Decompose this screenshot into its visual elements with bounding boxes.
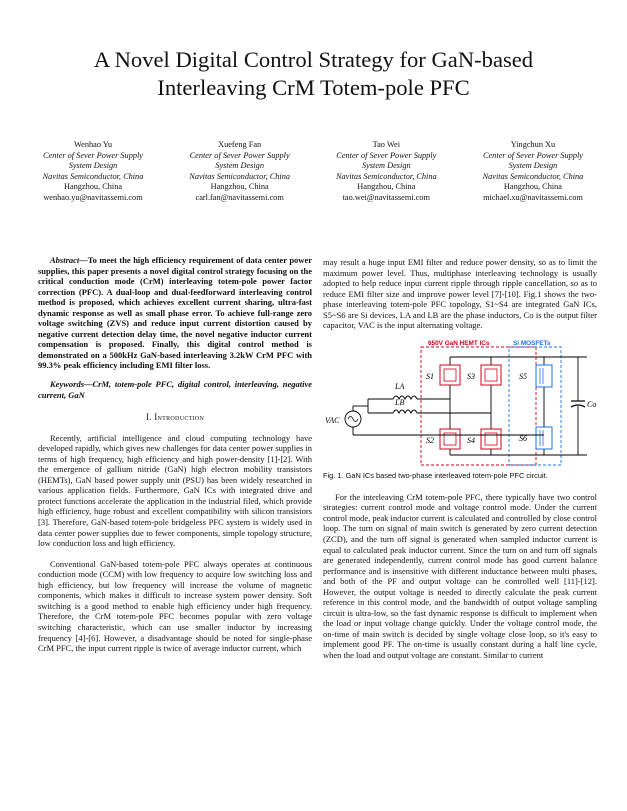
- author-org: Navitas Semiconductor, China: [335, 171, 437, 181]
- author-name: Xuefeng Fan: [218, 140, 262, 149]
- author-dept: Center of Sever Power Supply: [189, 150, 290, 160]
- author-email[interactable]: wenhao.yu@navitassemi.com: [43, 192, 143, 202]
- author-dept: Center of Sever Power Supply: [42, 150, 143, 160]
- vac-label: VAC: [325, 415, 340, 425]
- gan-group-box: [421, 347, 536, 465]
- title-line-2: Interleaving CrM Totem-pole PFC: [157, 74, 470, 100]
- s2-label: S2: [426, 435, 434, 445]
- switch-s6: [519, 427, 552, 449]
- author-email[interactable]: tao.wei@navitassemi.com: [342, 192, 430, 202]
- ac-source: [325, 406, 544, 435]
- si-label: Si MOSFETs: [513, 339, 551, 347]
- la-label: LA: [395, 381, 405, 391]
- switch-s3: [467, 365, 501, 385]
- right-column: [323, 257, 597, 661]
- intro-paragraph-2: Conventional GaN-based totem-pole PFC always operates at continuous conduction mode (CCM) with low frequency to acquire low switching loss and high efficiency, but low frequency will increase the volume of magnetic components, which makes it difficult to increase system power density. Soft switching is a good method to enable high efficiency under high frequency. Therefore, the CrM totem-pole PFC becomes popular with zero voltage switching characteristic, which can use smaller inductor by increasing frequency [4]-[6]. However, a disadvantage should be noted for single-phase CrM PFC, the input current ripple is twice of average inductor current, which: [38, 558, 312, 654]
- keywords: Keywords—CrM, totem-pole PFC, digital control, interleaving, negative current, GaN: [38, 379, 312, 400]
- s3-label: S3: [467, 371, 475, 381]
- section-heading-introduction: I. Introduction: [145, 412, 205, 423]
- author-dept: Center of Sever Power Supply: [482, 150, 583, 160]
- output-capacitor: [571, 357, 596, 455]
- author-name: Yingchun Xu: [510, 140, 556, 149]
- title-line-1: A Novel Digital Control Strategy for GaN-based: [93, 47, 534, 72]
- left-column: [38, 255, 312, 654]
- author-org: Navitas Semiconductor, China: [42, 171, 144, 181]
- author-1: [22, 140, 164, 204]
- author-group: System Design: [68, 161, 118, 171]
- author-name: Wenhao Yu: [74, 140, 112, 149]
- switch-s1: [426, 365, 460, 385]
- switch-s4: [467, 429, 501, 449]
- author-group: System Design: [508, 161, 558, 171]
- author-3: [315, 140, 457, 204]
- lb-label: LB: [395, 397, 405, 407]
- author-2: [169, 140, 311, 204]
- intro-paragraph-1: Recently, artificial intelligence and cloud computing technology have developed rapidly, which gives new challenges for data center power supplies in terms of high frequency, high efficiency and high power-density [1]-[2]. With the emergence of gallium nitride (GaN) high electron mobility transistors (HEMTs), GaN based power supply unit (PSU) has been widely researched in various application fields. Furthermore, GaN ICs with integrated drive and protect functions accelerate the application in the industrial filed, which provide high efficiency, huge robust and excellent compatibility with silicon transistors [3]. Therefore, GaN-based totem-pole bridgeless PFC system is widely used in data center power supplies due to fewer components, simple topology structure, low conduction loss and high efficiency.: [38, 432, 312, 549]
- author-city: Hangzhou, China: [210, 182, 269, 192]
- s1-label: S1: [426, 371, 434, 381]
- switch-s5: [519, 365, 552, 387]
- gan-label: 650V GaN HEMT ICs: [428, 339, 490, 347]
- s5-label: S5: [519, 371, 527, 381]
- author-city: Hangzhou, China: [357, 182, 416, 192]
- figure-1: [323, 337, 597, 469]
- inductor-la: [368, 382, 450, 399]
- author-city: Hangzhou, China: [503, 182, 562, 192]
- author-dept: Center of Sever Power Supply: [336, 150, 437, 160]
- abstract-text: —To meet the high efficiency requirement of data center power supplies, this paper presents a novel digital control strategy focusing on the critical conduction mode (CrM) interleaving totem-pole power factor correction (PFC). A dual-loop and dual-feedforward interleaving control method is proposed, which achieves excellent current sharing, ultra-fast dynamic response as well as small phase error. To achieve full-range zero voltage switching (ZVS) and reduce input current distortion caused by negative current detection delay time, the novel negative inductor current compensation is proposed. Finally, this digital control method is demonstrated on a 500kHz GaN-based interleaving 3.2kW CrM PFC with 99.3% peak efficiency including EMI filter loss.: [38, 255, 312, 371]
- s6-label: S6: [519, 433, 527, 443]
- inductor-lb: [368, 398, 491, 413]
- pfc-circuit-diagram: [323, 337, 597, 469]
- author-org: Navitas Semiconductor, China: [482, 171, 584, 181]
- s4-label: S4: [467, 435, 475, 445]
- abstract-label: Abstract: [50, 255, 80, 265]
- right-paragraph-1: may result a huge input EMI filter and reduce power density, so as to limit the maximum power level. Thus, multiphase interleaving technology is usually adopted to help reduce input current ripple through ripple cancellation, so as to reduce EMI filter size and improve power level [7]-[10]. Fig.1 shows the two-phase interleaving totem-pole PFC topology, S1~S4 are integrated GaN ICs, S5~S6 are Si devices, LA and LB are the phase inductors, Co is the output filter capacitor, VAC is the input alternating voltage.: [323, 257, 597, 331]
- si-group-box: [509, 347, 561, 465]
- author-group: System Design: [362, 161, 411, 171]
- switch-s2: [426, 429, 460, 449]
- paper-title: [0, 46, 627, 101]
- author-block: [22, 140, 604, 204]
- author-4: [462, 140, 604, 204]
- author-name: Tao Wei: [372, 140, 401, 149]
- author-city: Hangzhou, China: [63, 182, 123, 192]
- co-label: Co: [587, 399, 597, 409]
- author-email[interactable]: carl.fan@navitassemi.com: [195, 192, 284, 202]
- author-org: Navitas Semiconductor, China: [189, 171, 291, 181]
- right-paragraph-2: For the interleaving CrM totem-pole PFC, there typically have two control strategies: current control mode and voltage control mode. Under the current control mode, peak inductor current is calculated and controlled by close control loop. The turn on signal of main switch is generated by zero current detection (ZCD), and the turn off signal is generated when sampled inductor current is equal to calculated peak inductor current. Since the turn on and turn off signals are generated independently, current control mode has good current balance performance and is insensitive with different inductance between multi phases, and both of the PF and output voltage can be controlled well [11]-[12]. However, the output voltage is needed to directly calculate the peak current reference in this control mode, and the bandwidth of output voltage sampling circuit is ultra-low, so the fast dynamic response is difficult to implement when the load or input voltage change quickly. Under the voltage control mode, the on-time of main switch is decided by single voltage close loop, so it's easy to implement good PF. The on-time is usually constant during a half line cycle, when the load and output voltage are constant. Similar to current: [323, 491, 597, 661]
- author-email[interactable]: michael.xu@navitassemi.com: [483, 192, 583, 202]
- abstract: [38, 255, 312, 371]
- author-group: System Design: [215, 161, 264, 171]
- figure-1-caption: Fig. 1. GaN ICs based two-phase interleaved totem-pole PFC circuit.: [323, 470, 548, 480]
